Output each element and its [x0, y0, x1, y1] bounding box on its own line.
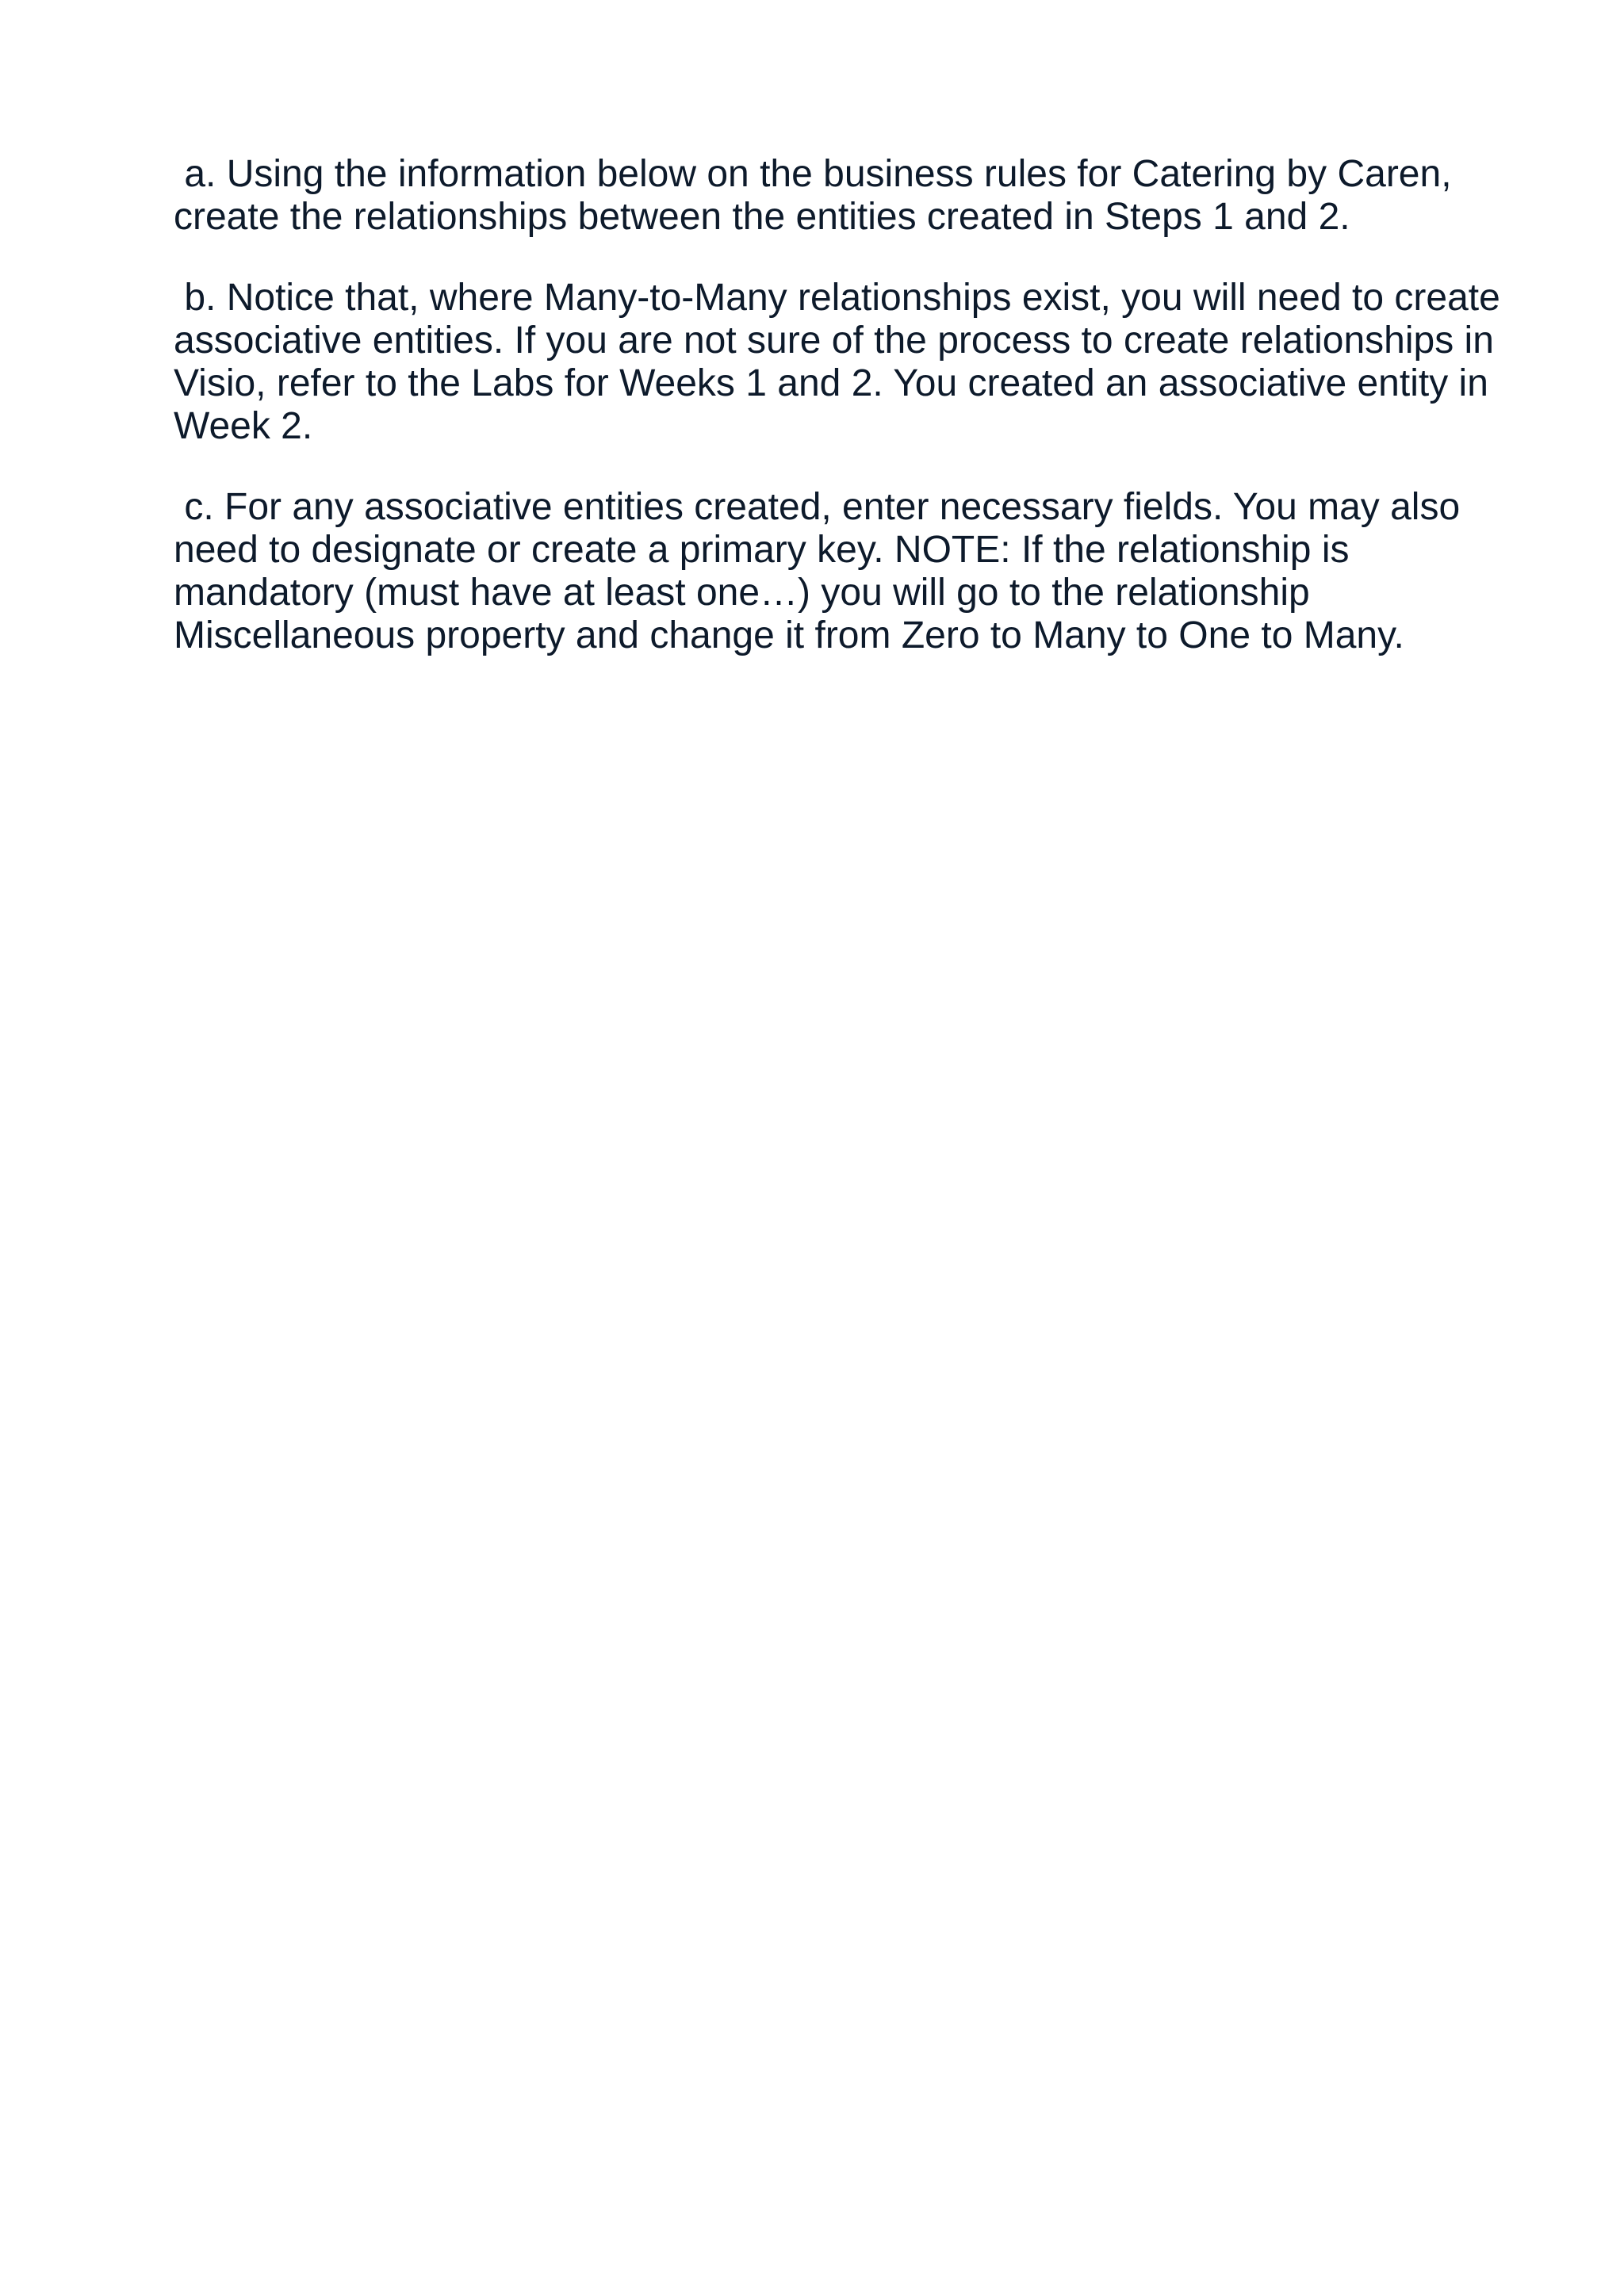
instruction-paragraph-a: a. Using the information below on the business rules for Catering by Caren, create the relationships between the entities created in Steps 1 and 2. — [174, 153, 1462, 238]
instruction-paragraph-b: b. Notice that, where Many-to-Many relationships exist, you will need to create associative entities. If you are not sure of the process to create relationships in Visio, refer to the Labs for Weeks 1 and 2. You created an associative entity in Week 2. — [174, 277, 1511, 447]
instruction-paragraph-c: c. For any associative entities created, enter necessary fields. You may also need to designate or create a primary key. NOTE: If the relationship is mandatory (must have at least one…) you will go to the relationship Miscellaneous property and change it from Zero to Many to One to Many. — [174, 486, 1471, 656]
document-body — [174, 153, 1522, 695]
